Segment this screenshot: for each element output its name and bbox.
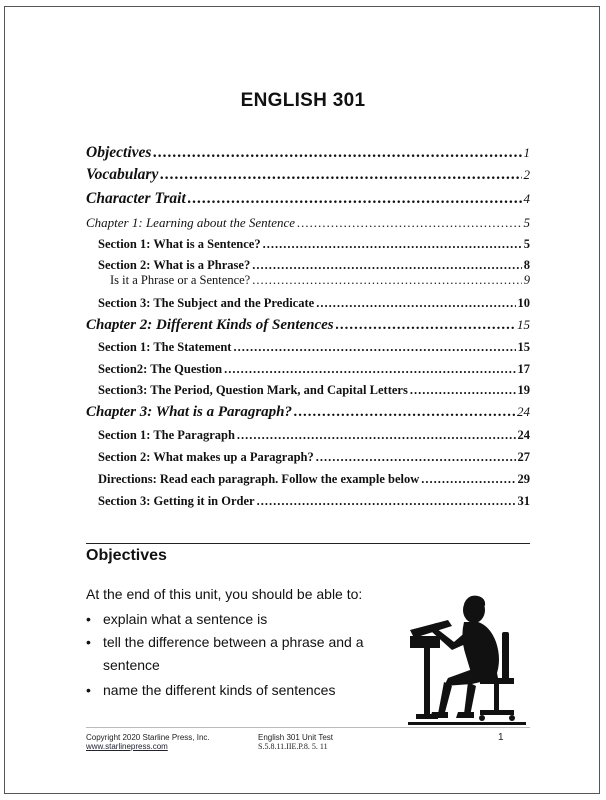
- toc-page: 29: [517, 472, 530, 486]
- dot-leader: [421, 472, 515, 487]
- toc-label: Section2: The Question: [98, 362, 223, 376]
- objective-text: name the different kinds of sentences: [103, 682, 336, 698]
- toc-entry-ch1-section-3: [98, 296, 530, 311]
- footer-divider: [86, 727, 530, 728]
- toc-entry-ch2-section-2: [98, 362, 530, 377]
- toc-entry-ch3-directions: [98, 472, 530, 487]
- footer-copyright: Copyright 2020 Starline Press, Inc.: [86, 733, 210, 742]
- toc-entry-chapter-2: [86, 317, 530, 334]
- dot-leader: [336, 317, 515, 334]
- toc-page: 2: [523, 167, 530, 182]
- toc-entry-vocabulary: [86, 166, 530, 184]
- toc-label: Is it a Phrase or a Sentence?: [110, 273, 251, 287]
- toc-label: Section 2: What is a Phrase?: [98, 258, 251, 272]
- toc-entry-ch1-section-1: [98, 237, 530, 252]
- bullet-icon: •: [86, 682, 91, 698]
- toc-label: Section 1: The Paragraph: [98, 428, 235, 442]
- toc-page: 24: [517, 428, 530, 442]
- footer-standards-code: S.5.8.11.IIE.P.8. 5. 11: [258, 742, 328, 751]
- toc-page: 5: [523, 215, 530, 230]
- dot-leader: [316, 450, 516, 465]
- dot-leader: [252, 273, 522, 288]
- toc-entry-chapter-3: [86, 404, 530, 421]
- toc-page: 9: [523, 273, 530, 287]
- dot-leader: [294, 404, 515, 421]
- toc-page: 27: [517, 450, 530, 464]
- dot-leader: [237, 428, 516, 443]
- objective-item: [86, 634, 363, 650]
- dot-leader: [188, 190, 522, 208]
- toc-entry-ch1-subsection: [110, 273, 530, 288]
- toc-entry-objectives: [86, 144, 530, 162]
- dot-leader: [153, 144, 521, 162]
- toc-label: Section 1: What is a Sentence?: [98, 237, 261, 251]
- objective-item: [86, 611, 267, 627]
- objectives-heading: Objectives: [86, 547, 167, 564]
- toc-page: 4: [523, 191, 530, 206]
- toc-page: 5: [523, 237, 530, 251]
- footer-test-title: English 301 Unit Test: [258, 733, 334, 742]
- objective-text: explain what a sentence is: [103, 611, 268, 627]
- toc-label: Character Trait: [86, 190, 186, 207]
- dot-leader: [160, 166, 521, 184]
- toc-page: 15: [517, 317, 530, 332]
- toc-page: 10: [517, 296, 530, 310]
- toc-page: 17: [517, 362, 530, 376]
- dot-leader: [252, 258, 522, 273]
- toc-entry-ch3-section-3: [98, 494, 530, 509]
- dot-leader: [233, 340, 515, 355]
- toc-entry-character-trait: [86, 190, 530, 208]
- toc-entry-ch3-section-1: [98, 428, 530, 443]
- footer-page-number: 1: [498, 732, 504, 743]
- toc-label: Section3: The Period, Question Mark, and Capital Letters: [98, 383, 408, 397]
- dot-leader: [410, 383, 516, 398]
- toc-label: Chapter 1: Learning about the Sentence: [86, 215, 296, 230]
- toc-page: 24: [517, 404, 530, 419]
- toc-label: Chapter 3: What is a Paragraph?: [86, 404, 293, 420]
- objectives-intro: At the end of this unit, you should be able to:: [86, 586, 363, 602]
- toc-entry-ch1-section-2: [98, 258, 530, 273]
- toc-label: Section 2: What makes up a Paragraph?: [98, 450, 314, 464]
- toc-entry-ch2-section-1: [98, 340, 530, 355]
- toc-entry-ch3-section-2: [98, 450, 530, 465]
- bullet-icon: •: [86, 634, 91, 650]
- toc-label: Objectives: [86, 144, 152, 161]
- toc-label: Vocabulary: [86, 166, 159, 183]
- toc-page: 1: [523, 145, 530, 160]
- page-title: ENGLISH 301: [240, 90, 366, 111]
- toc-label: Chapter 2: Different Kinds of Sentences: [86, 317, 334, 333]
- objective-item: [86, 682, 335, 698]
- dot-leader: [257, 494, 516, 509]
- toc-label: Section 3: Getting it in Order: [98, 494, 255, 508]
- toc-page: 15: [517, 340, 530, 354]
- objective-text-continued: sentence: [103, 657, 160, 673]
- dot-leader: [297, 215, 521, 231]
- bullet-icon: •: [86, 611, 91, 627]
- section-divider: [86, 543, 530, 544]
- toc-page: 31: [517, 494, 530, 508]
- toc-entry-chapter-1: [86, 215, 530, 231]
- toc-entry-ch2-section-3: [98, 383, 530, 398]
- toc-label: Directions: Read each paragraph. Follow the example below: [98, 472, 420, 486]
- dot-leader: [224, 362, 515, 377]
- toc-label: Section 3: The Subject and the Predicate: [98, 296, 315, 310]
- footer-website-link[interactable]: www.starlinepress.com: [86, 742, 168, 751]
- dot-leader: [316, 296, 515, 311]
- student-at-desk-illustration: [408, 590, 530, 730]
- toc-label: Section 1: The Statement: [98, 340, 232, 354]
- toc-page: 8: [523, 258, 530, 272]
- dot-leader: [263, 237, 522, 252]
- objective-text: tell the difference between a phrase and a: [103, 634, 364, 650]
- toc-page: 19: [517, 383, 530, 397]
